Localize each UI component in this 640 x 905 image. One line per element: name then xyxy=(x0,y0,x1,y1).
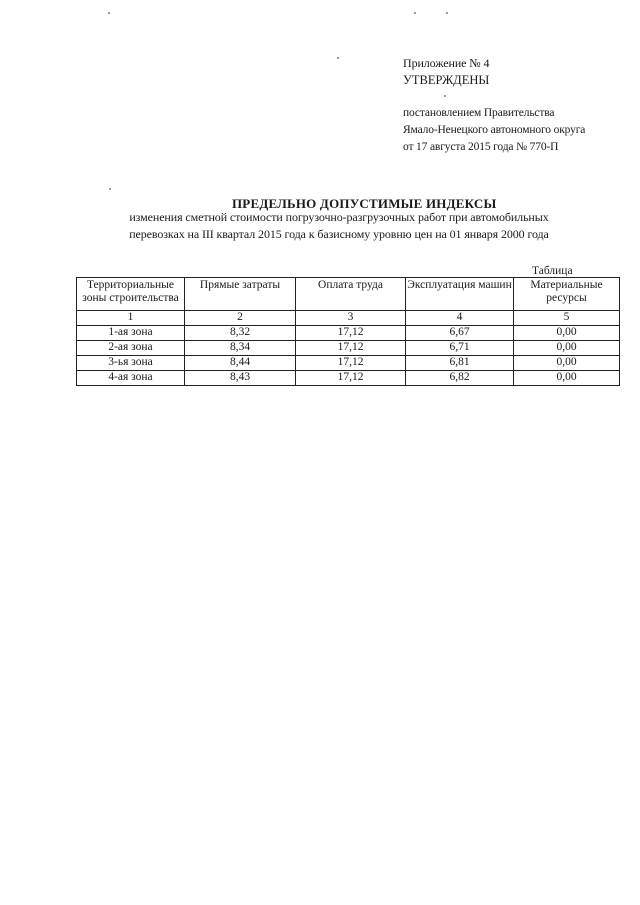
materials-cell: 0,00 xyxy=(514,326,620,341)
decree-reference xyxy=(403,105,585,156)
table-row xyxy=(77,326,620,341)
header-labor: Оплата труда xyxy=(296,278,406,311)
column-number: 3 xyxy=(296,311,406,326)
subtitle-line: изменения сметной стоимости погрузочно-разгрузочных работ при автомобильных xyxy=(129,210,549,224)
indices-table xyxy=(76,277,620,386)
document-title: ПРЕДЕЛЬНО ДОПУСТИМЫЕ ИНДЕКСЫ xyxy=(232,196,497,211)
scan-speck xyxy=(446,12,448,14)
scan-speck xyxy=(108,12,110,14)
labor-cell: 17,12 xyxy=(296,326,406,341)
scan-speck xyxy=(444,95,446,97)
direct-costs-cell: 8,44 xyxy=(185,356,296,371)
table-row xyxy=(77,341,620,356)
scan-speck xyxy=(109,188,111,190)
labor-cell: 17,12 xyxy=(296,356,406,371)
column-number: 4 xyxy=(406,311,514,326)
decree-line: от 17 августа 2015 года № 770-П xyxy=(403,141,559,153)
decree-line: постановлением Правительства xyxy=(403,107,555,119)
materials-cell: 0,00 xyxy=(514,356,620,371)
zone-cell: 3-ья зона xyxy=(77,356,185,371)
column-number-row xyxy=(77,311,620,326)
machines-cell: 6,81 xyxy=(406,356,514,371)
document-subtitle xyxy=(104,209,574,242)
machines-cell: 6,82 xyxy=(406,371,514,386)
scan-speck xyxy=(414,12,416,14)
table-row xyxy=(77,356,620,371)
direct-costs-cell: 8,32 xyxy=(185,326,296,341)
column-number: 1 xyxy=(77,311,185,326)
column-number: 2 xyxy=(185,311,296,326)
zone-cell: 1-ая зона xyxy=(77,326,185,341)
column-number: 5 xyxy=(514,311,620,326)
materials-cell: 0,00 xyxy=(514,371,620,386)
materials-cell: 0,00 xyxy=(514,341,620,356)
header-direct-costs: Прямые затраты xyxy=(185,278,296,311)
table-caption: Таблица xyxy=(532,265,573,277)
approved-label: УТВЕРЖДЕНЫ xyxy=(403,73,490,87)
decree-line: Ямало-Ненецкого автономного округа xyxy=(403,124,586,136)
labor-cell: 17,12 xyxy=(296,371,406,386)
machines-cell: 6,67 xyxy=(406,326,514,341)
subtitle-line: перевозках на III квартал 2015 года к базисному уровню цен на 01 января 2000 года xyxy=(129,226,549,241)
zone-cell: 4-ая зона xyxy=(77,371,185,386)
table-row xyxy=(77,371,620,386)
appendix-label: Приложение № 4 xyxy=(403,56,490,70)
header-zones: Территориальные зоны строительства xyxy=(77,278,185,311)
direct-costs-cell: 8,43 xyxy=(185,371,296,386)
direct-costs-cell: 8,34 xyxy=(185,341,296,356)
scan-speck xyxy=(337,57,339,59)
zone-cell: 2-ая зона xyxy=(77,341,185,356)
machines-cell: 6,71 xyxy=(406,341,514,356)
header-machines: Эксплуатация машин xyxy=(406,278,514,311)
header-materials: Материальные ресурсы xyxy=(514,278,620,311)
labor-cell: 17,12 xyxy=(296,341,406,356)
table-header-row xyxy=(77,278,620,311)
